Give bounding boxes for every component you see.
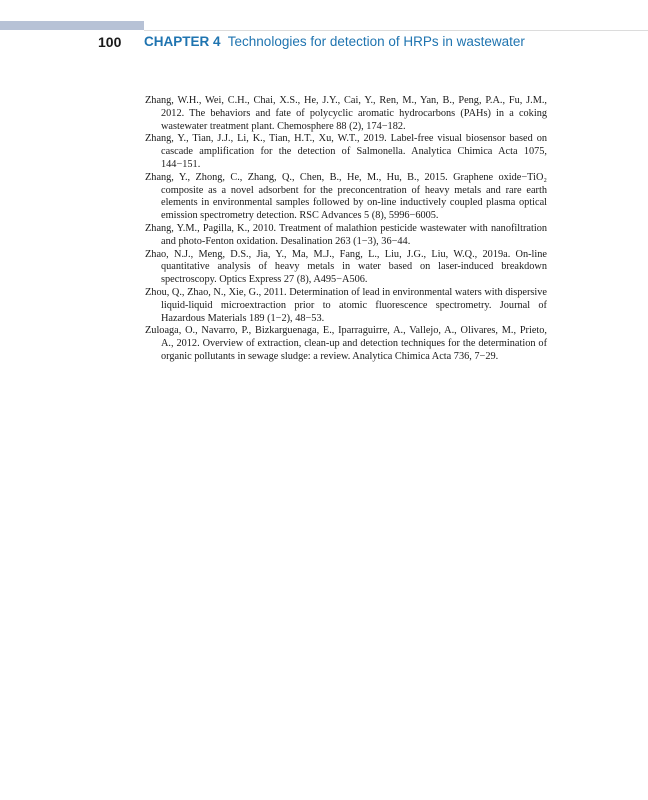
reference-entry: Zhou, Q., Zhao, N., Xie, G., 2011. Determination of lead in environmental waters with dispersive liquid-liquid microextraction prior to atomic fluorescence spectrometry. Journal of Hazardous Materials 189 (1−2), 48−53. [145,286,547,324]
reference-entry: Zhang, Y.M., Pagilla, K., 2010. Treatment of malathion pesticide wastewater with nanofiltration and photo-Fenton oxidation. Desalination 263 (1−3), 36−44. [145,222,547,247]
chapter-heading [144,34,525,49]
page-number: 100 [98,34,122,50]
reference-entry: Zuloaga, O., Navarro, P., Bizkarguenaga, E., Iparraguirre, A., Vallejo, A., Olivares, M., Prieto, A., 2012. Overview of extraction, clean-up and detection techniques for the determination of organic pollutants in sewage sludge: a review. Analytica Chimica Acta 736, 7−29. [145,325,547,362]
chapter-label: CHAPTER 4 [144,34,221,49]
header-rule [144,30,648,31]
header-color-bar [0,21,144,30]
reference-entry: Zhang, Y., Tian, J.J., Li, K., Tian, H.T., Xu, W.T., 2019. Label-free visual biosensor based on cascade amplification for the detection of Salmonella. Analytica Chimica Acta 1075, 144−151. [145,133,547,170]
chapter-title: Technologies for detection of HRPs in wastewater [227,34,525,49]
reference-entry: Zhang, Y., Zhong, C., Zhang, Q., Chen, B., He, M., Hu, B., 2015. Graphene oxide−TiO₂ composite as a novel adsorbent for the preconcentration of heavy metals and rare earth elements in environmental samples followed by on-line inductively coupled plasma optical emission spectrometry detection. RSC Advances 5 (8), 5996−6005. [145,171,547,222]
reference-list [145,95,547,364]
running-header [0,34,648,54]
reference-entry: Zhao, N.J., Meng, D.S., Jia, Y., Ma, M.J., Fang, L., Liu, J.G., Liu, W.Q., 2019a. On-line quantitative analysis of heavy metals in water based on laser-induced breakdown spectroscopy. Optics Express 27 (8), A495−A506. [145,248,547,286]
reference-entry: Zhang, W.H., Wei, C.H., Chai, X.S., He, J.Y., Cai, Y., Ren, M., Yan, B., Peng, P.A., Fu, J.M., 2012. The behaviors and fate of polycyclic aromatic hydrocarbons (PAHs) in a coking wastewater treatment plant. Chemosphere 88 (2), 174−182. [145,95,547,132]
